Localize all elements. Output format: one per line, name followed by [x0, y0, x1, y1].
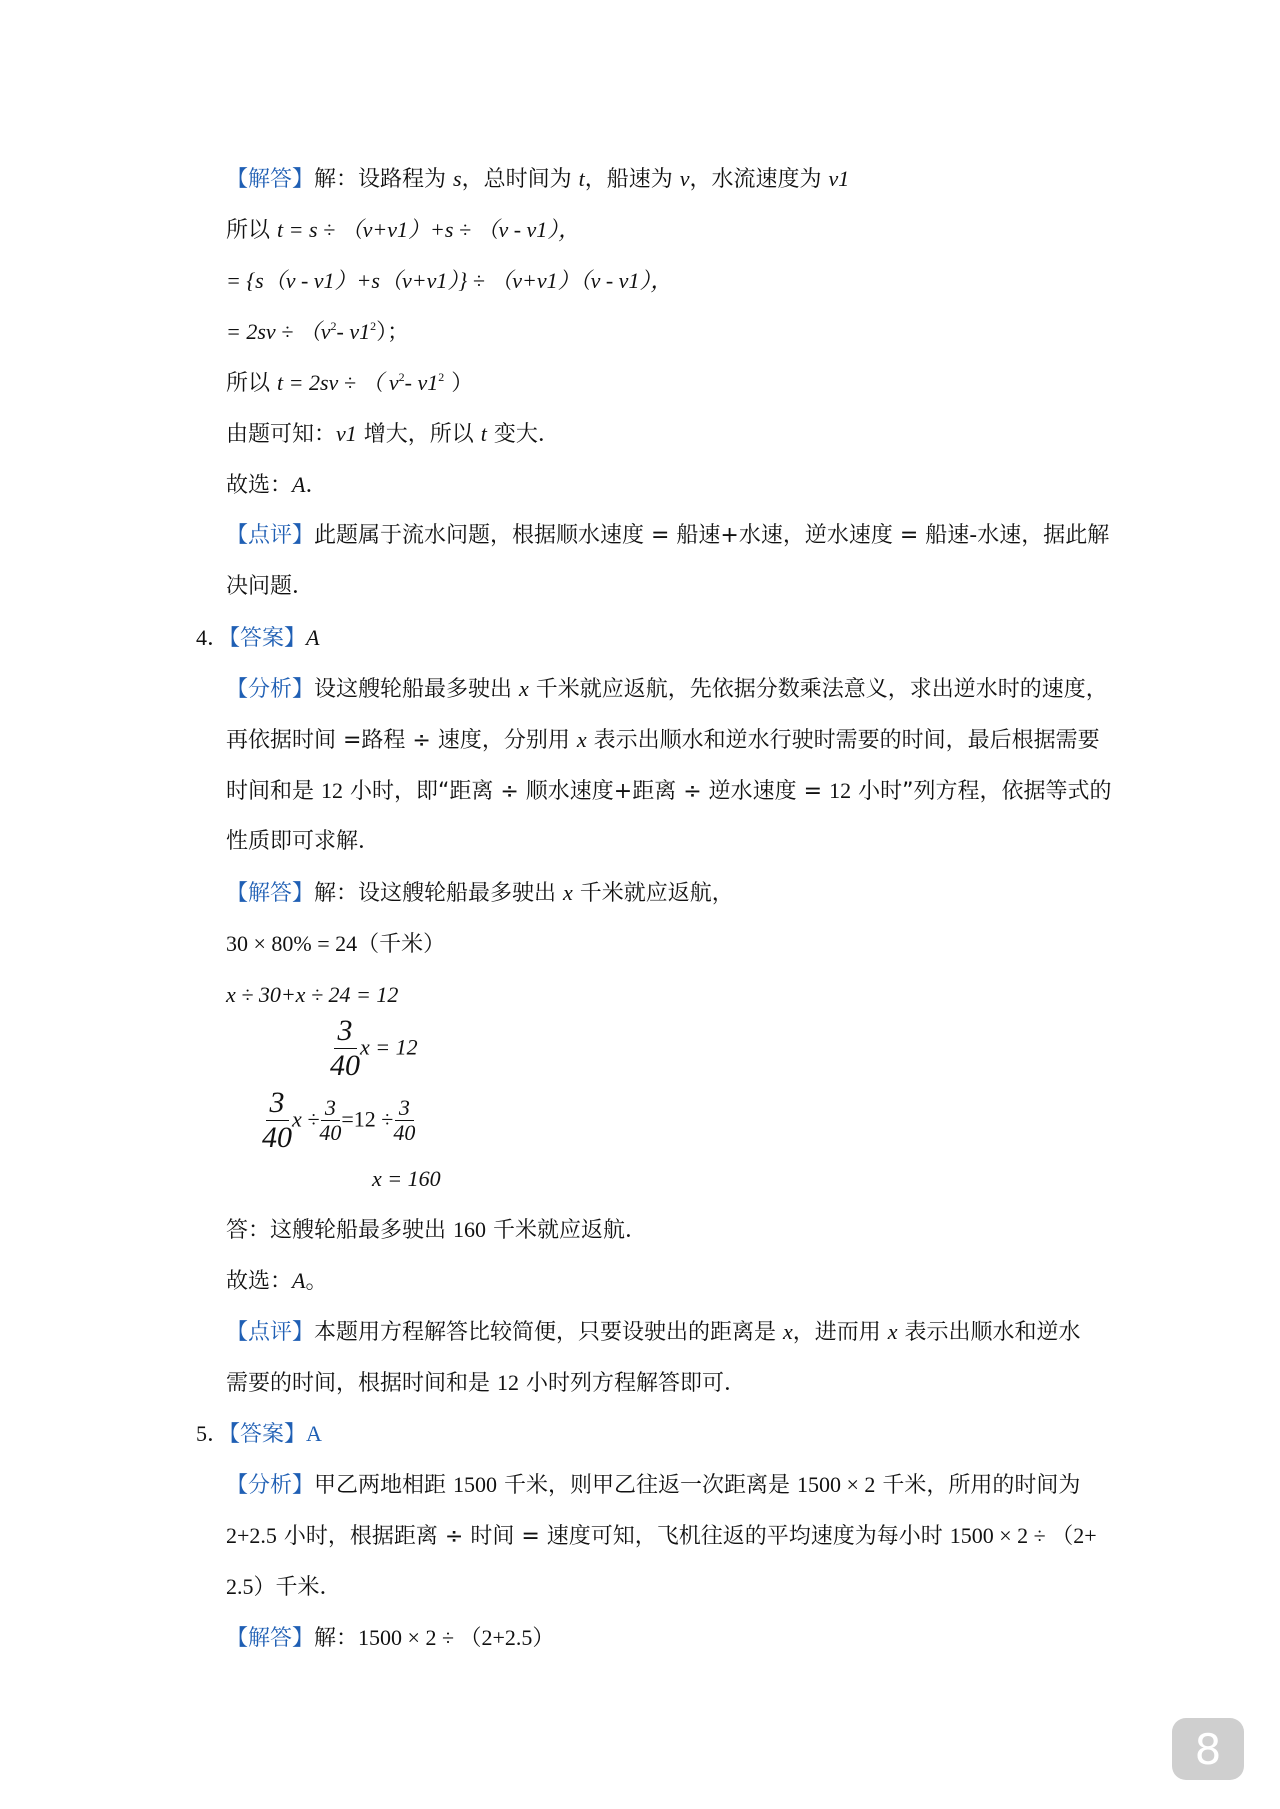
solution-4-line-6	[372, 1164, 441, 1195]
solution-tag: 【解答】	[226, 1626, 315, 1651]
solution-4-line-8	[226, 1266, 327, 1297]
question-5-answer	[196, 1419, 322, 1450]
comment-4-line-1	[226, 1317, 1081, 1348]
text: ）	[444, 371, 474, 396]
text: 千米，则甲乙往返一次距离是	[497, 1473, 798, 1498]
analysis-line-3	[226, 776, 1112, 807]
analysis-5-line-1	[226, 1470, 1080, 1501]
fraction-numerator: 3	[321, 1096, 340, 1121]
text: 千米就应返航，先依据分数乘法意义，求出逆水时的速度，	[528, 677, 1108, 702]
solution-line-1	[226, 164, 849, 195]
text: ，水流速度为	[689, 167, 829, 192]
analysis-line-1	[226, 674, 1108, 705]
comment-tag: 【点评】	[226, 523, 315, 548]
text: 再依据时间 =路程 ÷ 速度，分别用	[226, 728, 577, 753]
fraction	[330, 1014, 360, 1083]
text: 千米，所用的时间为	[875, 1473, 1081, 1498]
solution-line-3	[226, 266, 672, 297]
text: 故选：	[226, 473, 293, 498]
question-4-answer	[196, 623, 319, 654]
text: 解：设这艘轮船最多驶出	[314, 881, 564, 906]
text: 解：设路程为	[314, 167, 454, 192]
fraction-denominator: 40	[262, 1121, 292, 1154]
text: 变大．	[486, 422, 560, 447]
solution-4-line-4	[330, 1014, 418, 1083]
question-number: 4．	[196, 625, 230, 650]
formula: 30 × 80% = 24	[226, 931, 358, 956]
var-x: x	[783, 1319, 793, 1344]
equation: x ÷ 30+x ÷ 24 = 12	[226, 982, 399, 1007]
number: 2+2.5	[226, 1523, 277, 1548]
text: 性质即可求解．	[226, 829, 381, 854]
exponent: 2	[398, 370, 405, 384]
number: 1500	[453, 1472, 498, 1497]
text: 由题可知：	[226, 422, 337, 447]
text: 增大，所以	[356, 422, 481, 447]
answer-tag: 【答案】	[229, 1422, 307, 1447]
text: 解：	[314, 1626, 359, 1651]
fraction-numerator: 3	[266, 1086, 289, 1121]
formula: 1500 × 2 ÷ （2+	[949, 1523, 1097, 1548]
text: ）千米．	[253, 1575, 342, 1600]
text: 表示出顺水和逆水行驶时需要的时间，最后根据需要	[586, 728, 1100, 753]
solution-tag: 【解答】	[226, 167, 315, 192]
fraction-denominator: 40	[319, 1120, 342, 1145]
fraction-denominator: 40	[330, 1049, 360, 1082]
analysis-tag: 【分析】	[226, 677, 315, 702]
answer-value: A	[306, 1421, 322, 1446]
fraction-denominator: 40	[393, 1120, 416, 1145]
var-x: x	[519, 676, 529, 701]
var-v1: v1	[828, 166, 850, 191]
text: 小时列方程解答即可．	[519, 1371, 746, 1396]
text: 答：这艘轮船最多驶出	[226, 1218, 453, 1243]
solution-tag: 【解答】	[226, 881, 315, 906]
text: 决问题．	[226, 574, 315, 599]
text: 小时”列方程，依据等式的	[851, 779, 1112, 804]
formula: = 2sv ÷ （v	[226, 319, 331, 344]
solution-4-line-7	[226, 1215, 647, 1246]
analysis-5-line-2	[226, 1521, 1097, 1552]
text: 小时，即“距离 ÷ 顺水速度+距离 ÷ 逆水速度 =	[343, 779, 830, 804]
formula: - v1	[336, 319, 371, 344]
formula: t = s ÷ （v+v1）+s ÷ （v - v1），	[277, 217, 581, 242]
text: 本题用方程解答比较简便，只要设驶出的距离是	[314, 1320, 784, 1345]
text: ）；	[376, 320, 410, 345]
solution-line-5	[226, 368, 473, 399]
number: 160	[453, 1217, 486, 1242]
fraction	[393, 1096, 415, 1145]
fraction-numerator: 3	[334, 1014, 357, 1049]
operator: =12 ÷	[341, 1106, 394, 1132]
var-v1: v1	[336, 421, 357, 446]
text: 此题属于流水问题，根据顺水速度 = 船速+水速，逆水速度 = 船速-水速，据此解	[314, 523, 1110, 548]
var-x: x	[576, 727, 587, 752]
formula: - v1	[404, 370, 439, 395]
text: 千米就应返航，	[572, 881, 734, 906]
text: 故选：	[226, 1269, 293, 1294]
text: 表示出顺水和逆水	[897, 1320, 1081, 1345]
solution-line-6	[226, 419, 560, 450]
choice: A	[292, 1268, 306, 1293]
formula: 1500 × 2 ÷ （2+2.5）	[358, 1625, 555, 1650]
analysis-5-line-3	[226, 1572, 342, 1603]
solution-4-line-5	[262, 1086, 415, 1155]
equation: x = 12	[360, 1034, 418, 1060]
text: ，总时间为	[461, 167, 579, 192]
page-number-badge: 8	[1172, 1718, 1244, 1780]
question-number: 5．	[196, 1421, 230, 1446]
answer-value: A	[306, 625, 320, 650]
number: 1500 × 2	[797, 1472, 876, 1497]
text: 时间和是	[226, 779, 321, 804]
var-v: v	[679, 166, 690, 191]
comment-4-line-2	[226, 1368, 746, 1399]
exponent: 2	[438, 370, 445, 384]
text: 小时，根据距离 ÷ 时间 = 速度可知，飞机往返的平均速度为每小时	[276, 1524, 950, 1549]
exponent: 2	[330, 319, 337, 333]
var-s: s	[453, 166, 462, 191]
solution-line-7	[226, 470, 327, 501]
fraction-numerator: 3	[395, 1096, 414, 1121]
number: 12	[829, 778, 852, 803]
text: ．	[305, 473, 328, 498]
var-t: t	[480, 421, 487, 446]
formula: t = 2sv ÷ （ v	[277, 370, 399, 395]
comment-line-1	[226, 521, 1109, 551]
text: 甲乙两地相距	[314, 1473, 454, 1498]
exponent: 2	[370, 319, 377, 333]
var-x: x	[887, 1319, 898, 1344]
text: 所以	[226, 218, 277, 243]
operator: x ÷	[292, 1106, 320, 1132]
var-x: x	[563, 880, 573, 905]
text: 。	[305, 1269, 328, 1294]
analysis-line-4	[226, 827, 380, 857]
solution-line-2	[226, 215, 580, 246]
var-t: t	[578, 166, 585, 191]
text: 需要的时间，根据时间和是	[226, 1371, 497, 1396]
solution-4-line-1	[226, 878, 734, 909]
text: 所以	[226, 371, 277, 396]
text: 设这艘轮船最多驶出	[314, 677, 520, 702]
answer-tag: 【答案】	[229, 626, 307, 651]
equation: x = 160	[372, 1166, 441, 1191]
text: ，船速为	[584, 167, 680, 192]
solution-4-line-3	[226, 980, 398, 1011]
number: 12	[321, 778, 343, 803]
solution-5-line-1	[226, 1623, 554, 1654]
analysis-line-2	[226, 725, 1100, 756]
formula: = {s（v - v1）+s（v+v1）} ÷ （v+v1）（v - v1），	[226, 268, 673, 293]
analysis-tag: 【分析】	[226, 1473, 315, 1498]
number: 2.5	[226, 1574, 254, 1599]
solution-line-4	[226, 317, 409, 348]
comment-line-2	[226, 572, 314, 602]
solution-4-line-2	[226, 929, 445, 960]
text: ，进而用	[792, 1320, 888, 1345]
fraction	[319, 1096, 341, 1145]
comment-tag: 【点评】	[226, 1320, 315, 1345]
number: 12	[497, 1370, 519, 1395]
fraction	[262, 1086, 292, 1155]
choice: A	[292, 472, 306, 497]
text: 千米就应返航．	[486, 1218, 647, 1243]
unit: （千米）	[357, 932, 446, 957]
